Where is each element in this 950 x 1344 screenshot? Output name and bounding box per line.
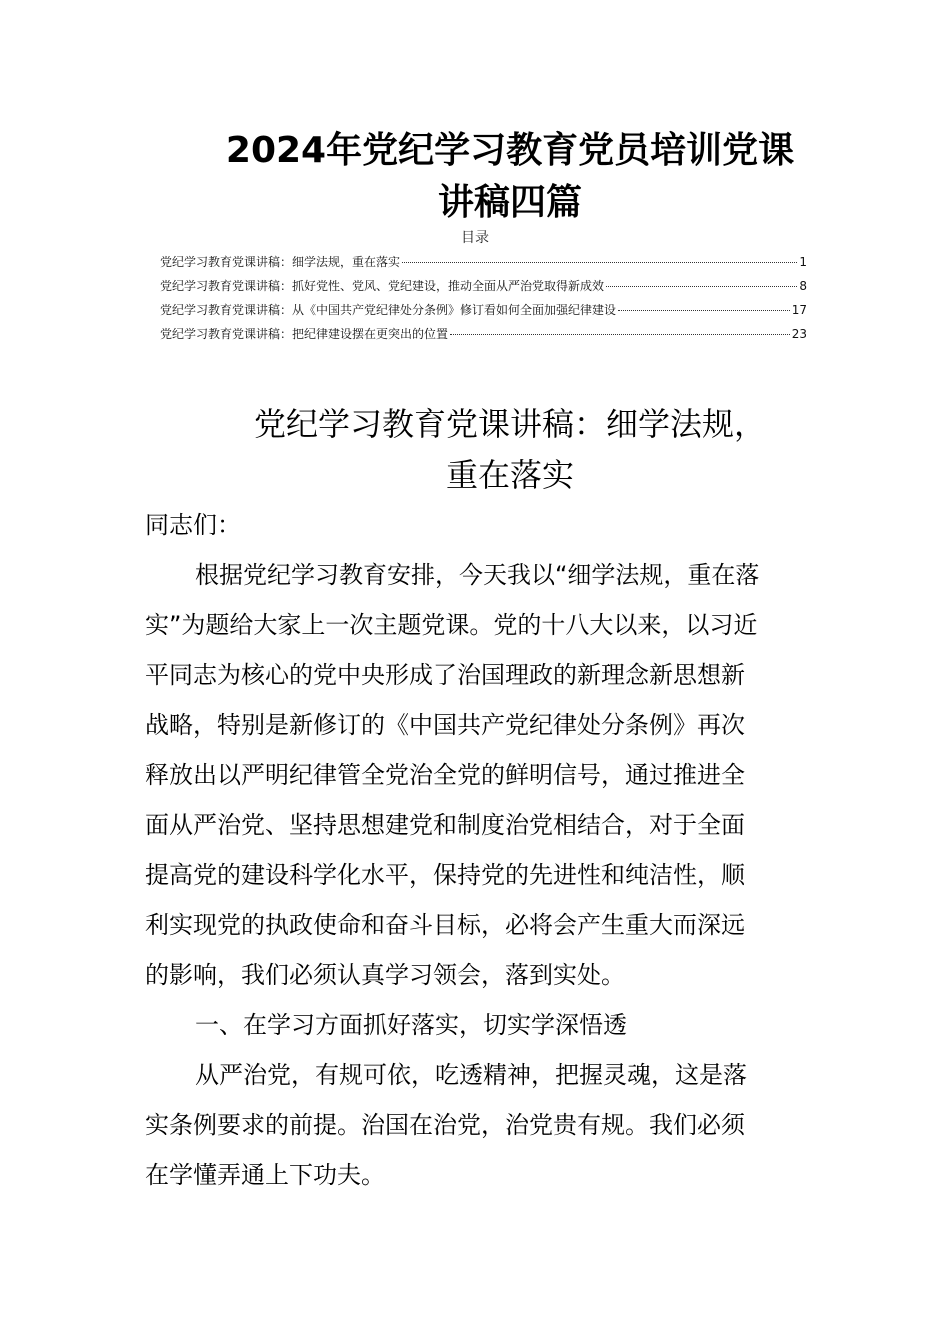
toc-entry-page: 1 <box>799 255 807 269</box>
document-title-line-2: 讲稿四篇 <box>437 182 582 223</box>
table-of-contents <box>160 252 807 348</box>
toc-entry[interactable] <box>160 252 807 276</box>
body-line: 实”为题给大家上一次主题党课。党的十八大以来，以习近 <box>145 611 758 639</box>
body-line: 提高党的建设科学化水平，保持党的先进性和纯洁性，顺 <box>145 861 745 889</box>
section-title-line-1: 党纪学习教育党课讲稿：细学法规， <box>253 405 766 443</box>
toc-entry[interactable] <box>160 324 807 348</box>
salutation: 同志们： <box>145 511 241 539</box>
toc-leader-dots <box>450 334 790 335</box>
toc-entry-text: 党纪学习教育党课讲稿：抓好党性、党风、党纪建设，推动全面从严治党取得新成效 <box>160 279 605 293</box>
toc-leader-dots <box>402 262 797 263</box>
body-line: 利实现党的执政使命和奋斗目标，必将会产生重大而深远 <box>145 911 745 939</box>
body-line: 战略，特别是新修订的《中国共产党纪律处分条例》再次 <box>145 711 745 739</box>
subsection-heading: 一、在学习方面抓好落实，切实学深悟透 <box>195 1011 627 1039</box>
section-title-line-2: 重在落实 <box>445 456 574 494</box>
toc-entry-text: 党纪学习教育党课讲稿：把纪律建设摆在更突出的位置 <box>160 327 449 341</box>
toc-leader-dots <box>606 286 797 287</box>
body-line: 的影响，我们必须认真学习领会，落到实处。 <box>145 961 625 989</box>
toc-leader-dots <box>618 310 790 311</box>
toc-entry-page: 8 <box>799 279 807 293</box>
body-line: 释放出以严明纪律管全党治全党的鲜明信号，通过推进全 <box>145 761 745 789</box>
body-line: 平同志为核心的党中央形成了治国理政的新理念新思想新 <box>145 661 745 689</box>
toc-entry-page: 23 <box>791 327 807 341</box>
toc-entry[interactable] <box>160 300 807 324</box>
body-text <box>145 500 815 1200</box>
body-line: 实条例要求的前提。治国在治党，治党贵有规。我们必须 <box>145 1111 745 1139</box>
document-title-line-1: 2024年党纪学习教育党员培训党课 <box>225 130 795 171</box>
toc-entry-page: 17 <box>791 303 807 317</box>
body-line: 面从严治党、坚持思想建党和制度治党相结合，对于全面 <box>145 811 745 839</box>
toc-entry[interactable] <box>160 276 807 300</box>
body-line: 在学懂弄通上下功夫。 <box>145 1161 385 1189</box>
body-line: 根据党纪学习教育安排，今天我以“细学法规，重在落 <box>195 561 760 589</box>
body-line: 从严治党，有规可依，吃透精神，把握灵魂，这是落 <box>195 1061 747 1089</box>
toc-heading: 目录 <box>461 230 489 246</box>
toc-entry-text: 党纪学习教育党课讲稿：细学法规，重在落实 <box>160 255 401 269</box>
toc-entry-text: 党纪学习教育党课讲稿：从《中国共产党纪律处分条例》修订看如何全面加强纪律建设 <box>160 303 617 317</box>
